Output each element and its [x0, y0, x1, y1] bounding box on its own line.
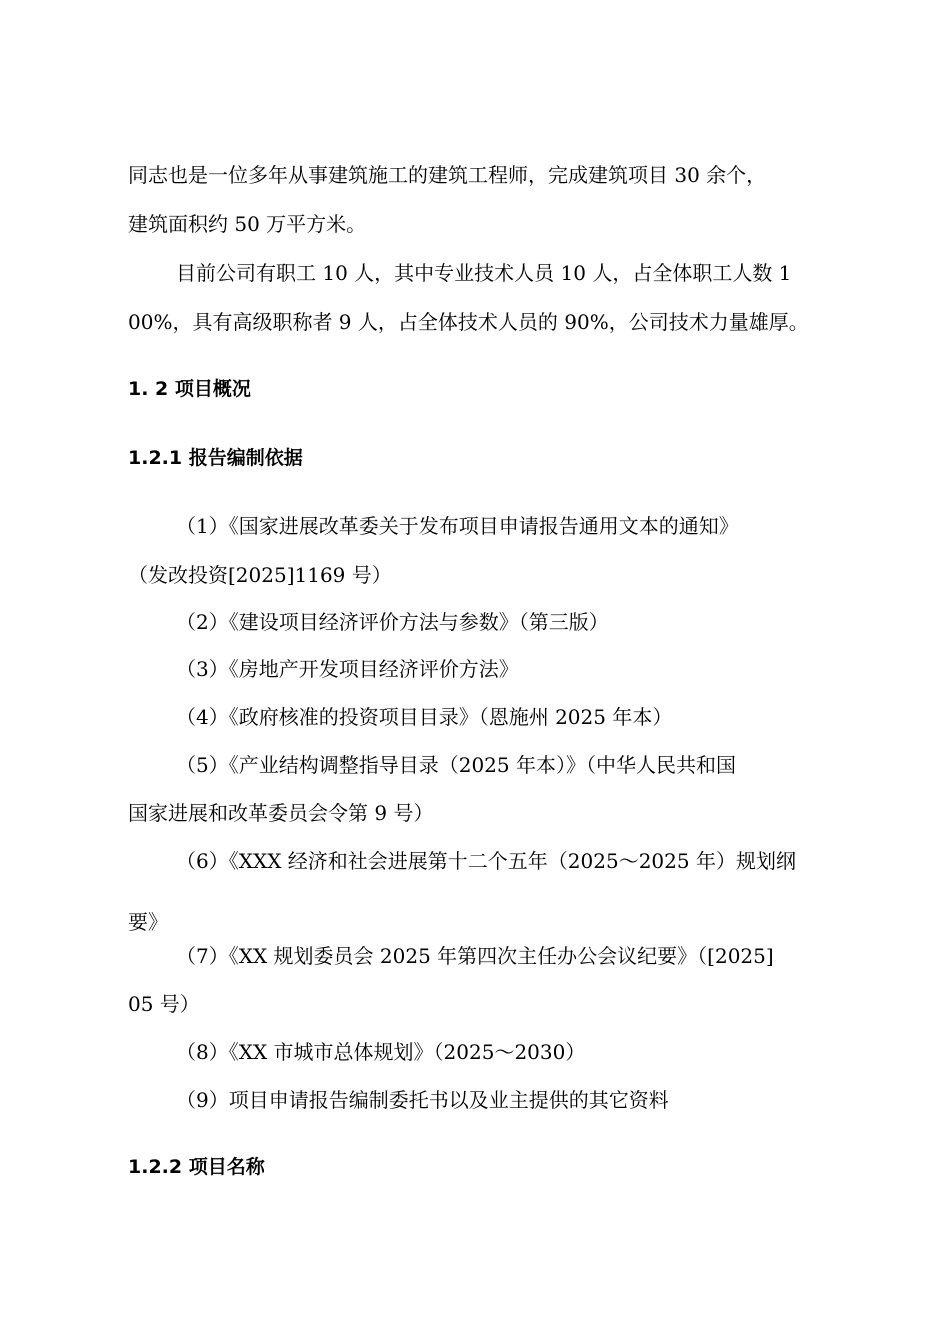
basis-item: （5）《产业结构调整指导目录（2025 年本）》（中华人民共和国: [176, 753, 736, 777]
basis-item: （6）《XXX 经济和社会进展第十二个五年（2025～2025 年）规划纲: [176, 849, 796, 873]
subsection-heading: 1.2.1 报告编制依据: [128, 447, 303, 469]
basis-item: （7）《XX 规划委员会 2025 年第四次主任办公会议纪要》（[2025]: [176, 944, 774, 968]
paragraph-line: 同志也是一位多年从事建筑施工的建筑工程师，完成建筑项目 30 余个，: [128, 163, 767, 187]
basis-item-continuation: 要》: [128, 910, 168, 934]
basis-item: （2）《建设项目经济评价方法与参数》（第三版）: [176, 610, 609, 634]
basis-item: （1）《国家进展改革委关于发布项目申请报告通用文本的通知》: [176, 514, 739, 538]
section-heading: 1. 2 项目概况: [128, 378, 251, 400]
subsection-heading: 1.2.2 项目名称: [128, 1156, 265, 1178]
basis-item: （3）《房地产开发项目经济评价方法》: [176, 657, 519, 681]
basis-item-continuation: （发改投资[2025]1169 号）: [128, 563, 392, 587]
basis-item: （8）《XX 市城市总体规划》（2025～2030）: [176, 1040, 586, 1064]
paragraph-line: 建筑面积约 50 万平方米。: [128, 212, 367, 236]
paragraph-line: 目前公司有职工 10 人，其中专业技术人员 10 人，占全体职工人数 1: [176, 261, 792, 285]
paragraph-line: 00%，具有高级职称者 9 人，占全体技术人员的 90%，公司技术力量雄厚。: [128, 310, 809, 334]
basis-item-continuation: 国家进展和改革委员会令第 9 号）: [128, 801, 434, 825]
basis-item: （4）《政府核准的投资项目目录》（恩施州 2025 年本）: [176, 705, 673, 729]
basis-item: （9）项目申请报告编制委托书以及业主提供的其它资料: [176, 1088, 669, 1112]
basis-item-continuation: 05 号）: [128, 992, 200, 1016]
